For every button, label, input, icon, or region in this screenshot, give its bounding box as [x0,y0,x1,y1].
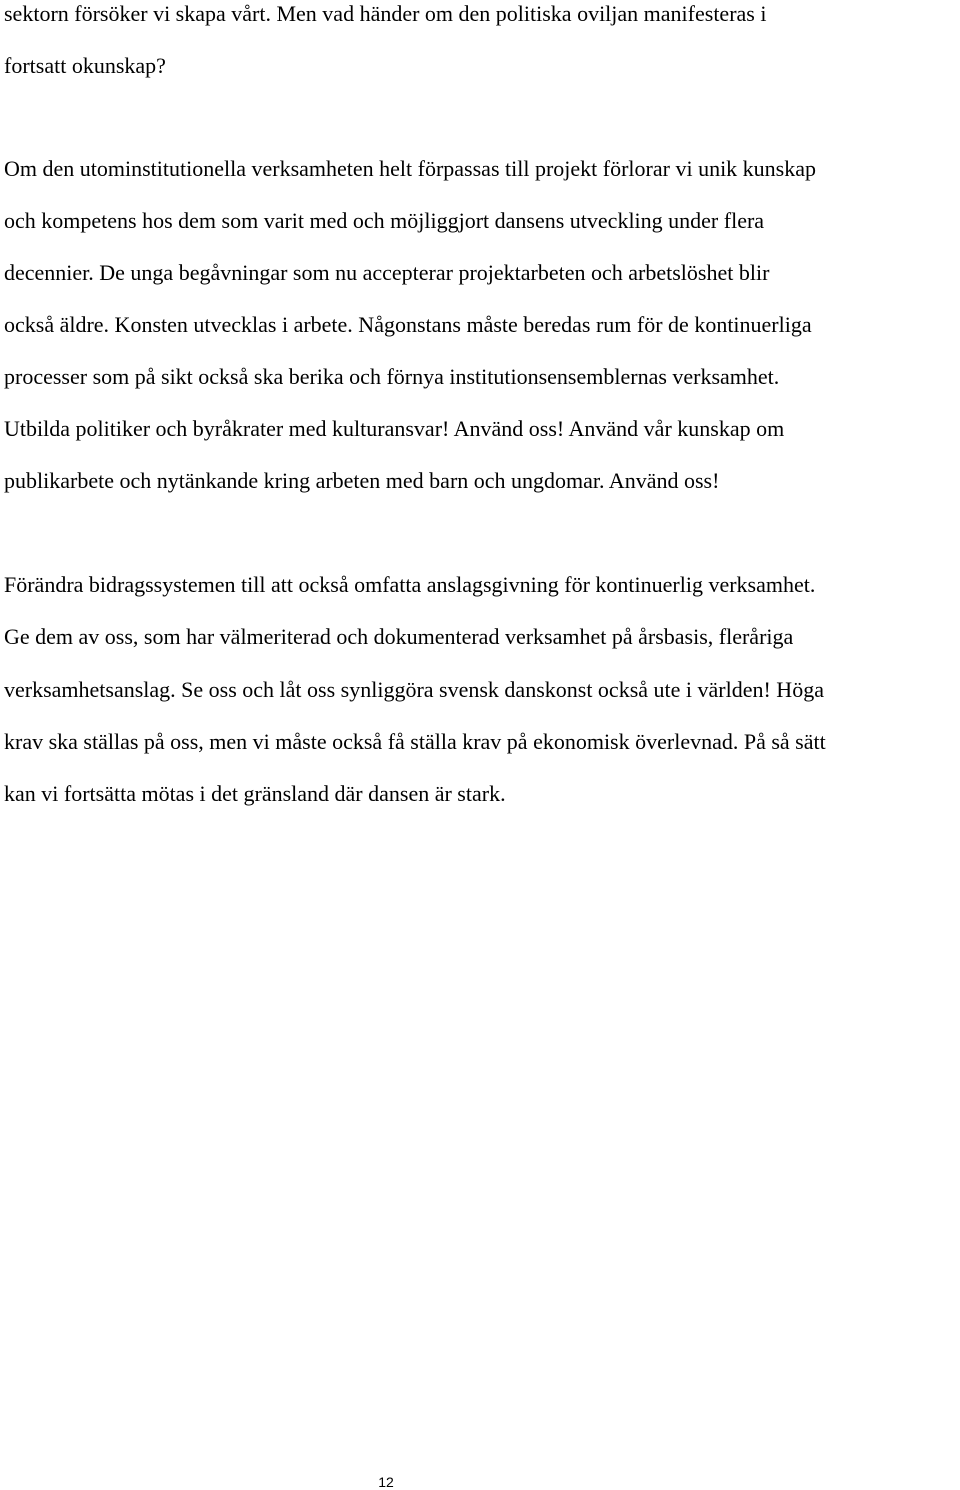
text-line: kan vi fortsätta mötas i det gränsland där dansen är stark. [4,781,506,806]
text-line: Förändra bidragssystemen till att också omfatta anslagsgivning för kontinuerlig verksamhet. [4,572,816,597]
text-line: Ge dem av oss, som har välmeriterad och dokumenterad verksamhet på årsbasis, fleråriga [4,624,794,649]
text-line: Om den utominstitutionella verksamheten helt förpassas till projekt förlorar vi unik kunskap [4,156,817,181]
text-line: krav ska ställas på oss, men vi måste också få ställa krav på ekonomisk överlevnad. På så sätt [4,729,826,754]
text-line: Utbilda politiker och byråkrater med kulturansvar! Använd oss! Använd vår kunskap om [4,416,785,441]
page-number: 12 [378,1474,394,1490]
text-line: sektorn försöker vi skapa vårt. Men vad händer om den politiska oviljan manifesteras i [4,1,767,26]
text-line: processer som på sikt också ska berika och förnya institutionsensemblernas verksamhet. [4,364,780,389]
text-line: också äldre. Konsten utvecklas i arbete. Någonstans måste beredas rum för de kontinuerliga [4,312,812,337]
text-line: verksamhetsanslag. Se oss och låt oss synliggöra svensk danskonst också ute i världen! Höga [4,677,824,702]
text-line: publikarbete och nytänkande kring arbeten med barn och ungdomar. Använd oss! [4,468,720,493]
text-line: och kompetens hos dem som varit med och möjliggjort dansens utveckling under flera [4,208,765,233]
text-line: fortsatt okunskap? [4,53,166,78]
text-line: decennier. De unga begåvningar som nu accepterar projektarbeten och arbetslöshet blir [4,260,770,285]
